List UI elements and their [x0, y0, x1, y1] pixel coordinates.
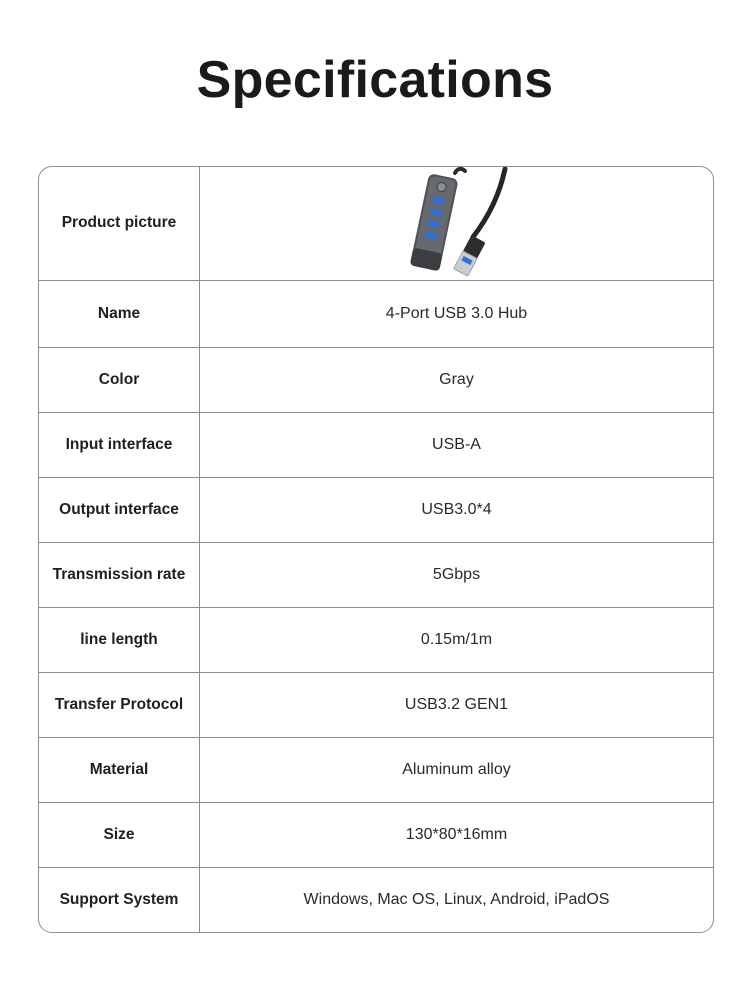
table-row-product-picture [39, 167, 713, 280]
table-row [39, 412, 713, 477]
row-label-support-system: Support System [39, 867, 200, 932]
row-label-line-length: line length [39, 607, 200, 672]
table-row [39, 802, 713, 867]
table-row [39, 737, 713, 802]
usb-hub-image [387, 167, 527, 279]
row-value-name: 4-Port USB 3.0 Hub [200, 280, 714, 347]
row-value-input-interface: USB-A [200, 412, 714, 477]
row-label-input-interface: Input interface [39, 412, 200, 477]
row-value-size: 130*80*16mm [200, 802, 714, 867]
table-row [39, 867, 713, 932]
row-value-material: Aluminum alloy [200, 737, 714, 802]
row-value-line-length: 0.15m/1m [200, 607, 714, 672]
row-value-support-system: Windows, Mac OS, Linux, Android, iPadOS [303, 890, 610, 908]
spec-grid [39, 167, 713, 932]
table-row [39, 280, 713, 347]
row-label-transfer-protocol: Transfer Protocol [39, 672, 200, 737]
row-label-size: Size [39, 802, 200, 867]
spec-table [38, 166, 714, 933]
table-row [39, 607, 713, 672]
row-label-color: Color [39, 347, 200, 412]
row-value-transfer-protocol: USB3.2 GEN1 [200, 672, 714, 737]
product-picture-cell [200, 167, 714, 280]
table-row [39, 672, 713, 737]
row-label-material: Material [39, 737, 200, 802]
row-label-name: Name [39, 280, 200, 347]
table-row [39, 542, 713, 607]
row-value-output-interface: USB3.0*4 [200, 477, 714, 542]
table-row [39, 477, 713, 542]
table-row [39, 347, 713, 412]
page-title: Specifications [196, 51, 554, 109]
row-label-product-picture: Product picture [39, 167, 200, 280]
row-label-transmission-rate: Transmission rate [39, 542, 200, 607]
row-value-transmission-rate: 5Gbps [200, 542, 714, 607]
row-label-output-interface: Output interface [39, 477, 200, 542]
row-value-color: Gray [200, 347, 714, 412]
